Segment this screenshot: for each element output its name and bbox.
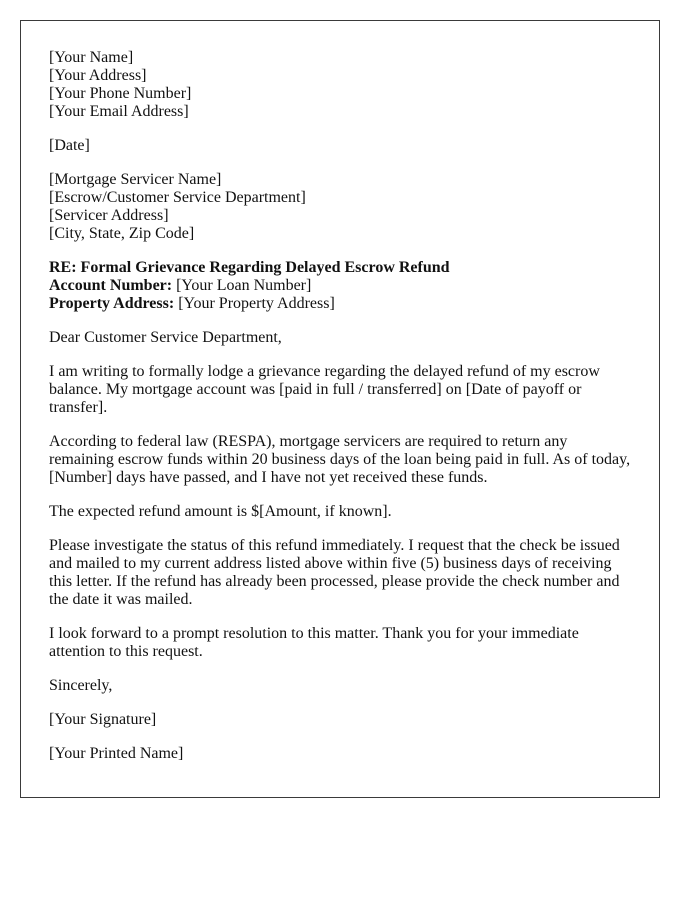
recipient-address: [Servicer Address]	[49, 207, 169, 224]
body-paragraph-1: I am writing to formally lodge a grievance regarding the delayed refund of my escrow balance. My mortgage account was [paid in full / transferred] on [Date of payoff or transfer].	[49, 363, 600, 416]
sender-name: [Your Name]	[49, 49, 134, 66]
letter-page	[20, 20, 660, 798]
signature-placeholder: [Your Signature]	[49, 711, 157, 728]
sender-email: [Your Email Address]	[49, 103, 189, 120]
property-address-label: Property Address:	[49, 295, 175, 312]
recipient-city-state-zip: [City, State, Zip Code]	[49, 225, 195, 242]
account-number-line	[49, 277, 631, 295]
property-address-value: [Your Property Address]	[174, 295, 335, 312]
salutation: Dear Customer Service Department,	[49, 329, 282, 346]
body-paragraph-4: Please investigate the status of this refund immediately. I request that the check be issued and mailed to my current address listed above within five (5) business days of receiving this letter. If the refund has already been processed, please provide the check number and the date it was mailed.	[49, 537, 620, 608]
property-address-line	[49, 295, 631, 313]
body-paragraph-5: I look forward to a prompt resolution to this matter. Thank you for your immediate attention to this request.	[49, 625, 579, 660]
account-number-value: [Your Loan Number]	[172, 277, 312, 294]
body-paragraph-2: According to federal law (RESPA), mortgage servicers are required to return any remaining escrow funds within 20 business days of the loan being paid in full. As of today, [Number] days have passed, and I have not yet received these funds.	[49, 433, 631, 486]
subject-block	[49, 259, 631, 313]
letter-date: [Date]	[49, 137, 90, 154]
body-paragraph-3: The expected refund amount is $[Amount, if known].	[49, 503, 392, 520]
account-number-label: Account Number:	[49, 277, 173, 294]
sender-phone: [Your Phone Number]	[49, 85, 192, 102]
date-block	[49, 137, 631, 155]
recipient-block	[49, 171, 631, 243]
subject-line: RE: Formal Grievance Regarding Delayed Escrow Refund	[49, 259, 450, 276]
closing: Sincerely,	[49, 677, 113, 694]
recipient-department: [Escrow/Customer Service Department]	[49, 189, 306, 206]
recipient-name: [Mortgage Servicer Name]	[49, 171, 222, 188]
printed-name: [Your Printed Name]	[49, 745, 184, 762]
sender-block	[49, 49, 631, 121]
sender-address: [Your Address]	[49, 67, 147, 84]
